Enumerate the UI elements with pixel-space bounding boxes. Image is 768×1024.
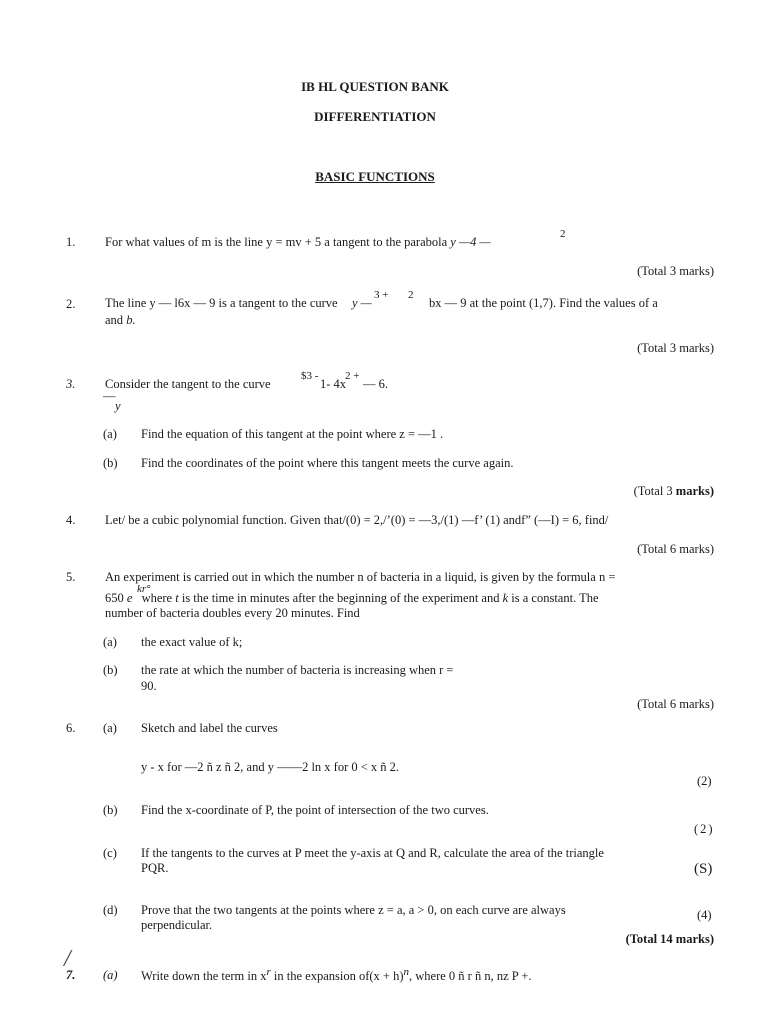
question-number: 4. xyxy=(66,513,76,527)
question-number: 6. xyxy=(66,721,76,735)
question-text: Consider the tangent to the curve xyxy=(105,377,271,391)
formula: — 6. xyxy=(363,377,388,391)
page-title: IB HL QUESTION BANK xyxy=(301,79,449,94)
part-text: 90. xyxy=(141,679,157,693)
part-label: (a) xyxy=(103,427,117,441)
formula: — xyxy=(103,389,116,403)
part-label: (a) xyxy=(103,635,117,649)
part-text: Sketch and label the curves xyxy=(141,721,278,735)
part-text: Find the equation of this tangent at the point where z = —1 . xyxy=(141,427,444,441)
part-marks: (S) xyxy=(694,861,713,877)
part-label: (a) xyxy=(103,968,118,982)
question-text: 650 e where t is the time in minutes after the beginning of the experiment and k is a constant. The xyxy=(105,591,599,605)
question-text: Let/ be a cubic polynomial function. Given that/(0) = 2,/’(0) = —3,/(1) —f’ (1) andf” (—I) = 6, find/ xyxy=(105,513,609,527)
formula-superscript: 2 xyxy=(408,289,414,301)
part-text: the rate at which the number of bacteria is increasing when r = xyxy=(141,663,454,677)
formula-superscript: 2 xyxy=(560,228,566,240)
question-number: 3. xyxy=(66,377,76,391)
question-text: Write down the term in $x^r$ in the expansion $of(x + h)^n$, where 0 ñ r ñ n, nz P +. xyxy=(141,966,532,984)
part-text: perpendicular. xyxy=(141,918,213,932)
question-text: bx — 9 at the point (1,7). Find the values of a xyxy=(429,296,658,310)
question-number: 2. xyxy=(66,297,76,311)
part-label: (b) xyxy=(103,803,118,817)
part-label: (b) xyxy=(103,456,118,470)
question-text: An experiment is carried out in which the number n of bacteria in a liquid, is given by the formula n = xyxy=(105,570,616,584)
part-text: PQR. xyxy=(141,861,169,875)
formula: 1- 4x xyxy=(320,377,347,391)
formula: y xyxy=(115,399,121,413)
part-label: (d) xyxy=(103,903,118,917)
part-label: (b) xyxy=(103,663,118,677)
formula: y - x for —2 ñ z ñ 2, and y ——2 ln x for 0 < x ñ 2. xyxy=(141,760,400,774)
question-text: The line y — l6x — 9 is a tangent to the curve xyxy=(105,296,338,310)
total-marks: (Total 3 marks) xyxy=(637,341,714,355)
part-label: (a) xyxy=(103,721,117,735)
section-heading: BASIC FUNCTIONS xyxy=(315,169,435,184)
formula-superscript: 3 + xyxy=(374,289,389,301)
formula-superscript: 2 + xyxy=(345,370,360,382)
part-text: Find the coordinates of the point where this tangent meets the curve again. xyxy=(141,456,514,470)
total-marks: (Total 3 marks) xyxy=(637,264,714,278)
formula-superscript: kr° xyxy=(137,583,151,595)
question-number: 5. xyxy=(66,570,76,584)
question-text: number of bacteria doubles every 20 minutes. Find xyxy=(105,606,360,620)
question-text: and b. xyxy=(105,313,136,327)
part-text: the exact value of k; xyxy=(141,635,243,649)
part-text: Find the x-coordinate of P, the point of intersection of the two curves. xyxy=(141,803,489,817)
part-text: Prove that the two tangents at the points where z = a, a > 0, on each curve are always xyxy=(141,903,566,917)
total-marks: (Total 14 marks) xyxy=(625,932,714,946)
part-marks: (2) xyxy=(694,822,715,836)
formula: y —4 — xyxy=(450,235,491,249)
part-label: (c) xyxy=(103,846,117,860)
question-number: 1. xyxy=(66,235,76,249)
checkmark-icon: / xyxy=(64,946,71,972)
part-text: If the tangents to the curves at P meet the y-axis at Q and R, calculate the area of the triangle xyxy=(141,846,604,860)
formula: y — xyxy=(352,296,372,310)
total-marks: (Total 3 marks) xyxy=(633,484,714,498)
question-number: 7. xyxy=(66,968,76,982)
total-marks: (Total 6 marks) xyxy=(637,697,714,711)
part-marks: (2) xyxy=(697,774,712,788)
part-marks: (4) xyxy=(697,908,712,922)
page-subtitle: DIFFERENTIATION xyxy=(314,109,436,124)
question-text: For what values of m is the line y = mv + 5 a tangent to the parabola y —4 — xyxy=(105,235,491,249)
formula: $3 - xyxy=(301,370,319,382)
total-marks: (Total 6 marks) xyxy=(637,542,714,556)
